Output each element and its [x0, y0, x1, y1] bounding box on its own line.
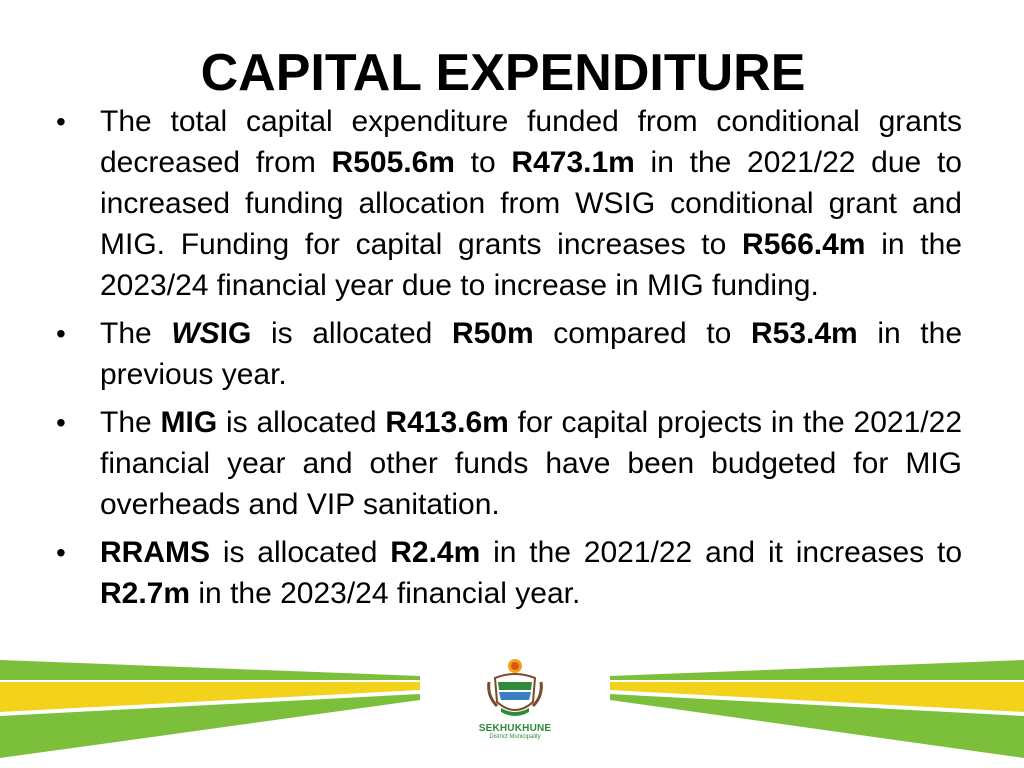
text-run: in the 2021/22 due to increased funding allocation from WSIG conditional grant and MIG. Funding for capital grants increases to — [100, 146, 962, 261]
bold-text: R473.1m — [511, 146, 635, 179]
bold-text: IG — [219, 317, 252, 350]
text-run: is allocated — [210, 536, 391, 569]
bold-text: MIG — [160, 406, 218, 439]
bullet-item — [56, 313, 962, 395]
bullet-item — [56, 101, 962, 306]
text-run: in the 2023/24 financial year due to increase in MIG funding. — [100, 228, 962, 302]
text-run: The — [100, 406, 161, 439]
municipality-logo — [478, 656, 552, 748]
text-run: for capital projects in the 2021/22 financial year and other funds have been budgeted for MIG overheads and VIP sanitation. — [100, 406, 963, 521]
bold-text: R505.6m — [331, 146, 455, 179]
logo-subtitle: District Municipality — [489, 734, 541, 740]
text-run: in the 2021/22 and it increases to — [480, 536, 963, 569]
bold-text: RRAMS — [100, 536, 210, 569]
bold-text: R53.4m — [750, 317, 858, 350]
text-run: to — [454, 146, 512, 179]
text-run: in the 2023/24 financial year. — [190, 577, 581, 610]
text-run: The total capital expenditure funded from conditional grants decreased from — [100, 105, 962, 179]
text-run: compared to — [533, 317, 751, 350]
bold-text: R2.4m — [390, 536, 481, 569]
coat-of-arms-icon — [485, 656, 545, 722]
bold-text: R2.7m — [100, 577, 191, 610]
bullet-item — [56, 532, 962, 614]
bold-text: R50m — [451, 317, 534, 350]
right-stripe-green-top — [610, 660, 1024, 680]
bold-text: R413.6m — [385, 406, 509, 439]
text-run: is allocated — [217, 406, 386, 439]
slide-title: CAPITAL EXPENDITURE — [200, 44, 806, 102]
text-run: in the previous year. — [100, 317, 962, 391]
bold-text: R566.4m — [742, 228, 866, 261]
bullet-list — [56, 101, 962, 621]
bullet-item — [56, 402, 962, 525]
logo-name: SEKHUKHUNE — [478, 723, 552, 734]
text-run: is allocated — [251, 317, 452, 350]
left-stripe-green-top — [0, 660, 420, 680]
bold-text: WS — [171, 317, 220, 350]
text-run: The — [100, 317, 172, 350]
